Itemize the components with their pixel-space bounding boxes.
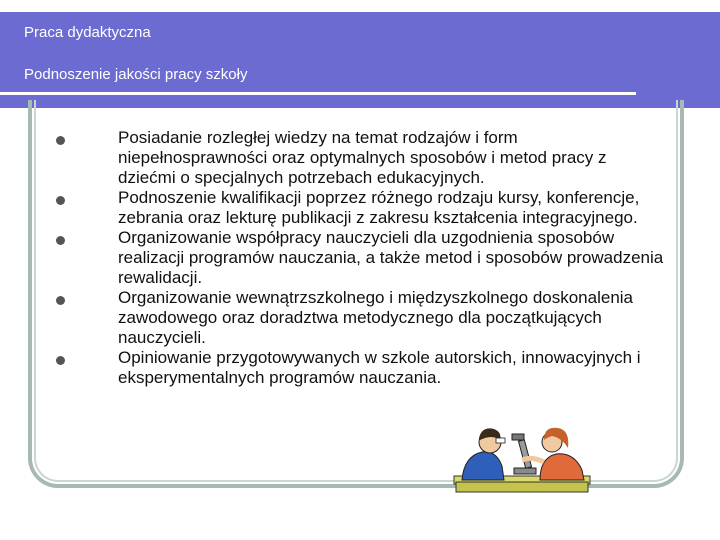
- list-item: [54, 288, 664, 348]
- list-item-text: Posiadanie rozległej wiedzy na temat rodzajów i form niepełnosprawności oraz optymalnych sposobów i metod pracy z dziećmi o specjalnych potrzebach edukacyjnych.: [118, 128, 607, 187]
- bullet-icon: [56, 196, 65, 205]
- bullet-list: [54, 128, 664, 388]
- list-item-text: Organizowanie wewnątrzszkolnego i międzyszkolnego doskonalenia zawodowego oraz doradztwa metodycznego dla początkujących nauczycieli.: [118, 288, 634, 347]
- slide-subtitle: Podnoszenie jakości pracy szkoły: [24, 66, 248, 83]
- slide-title: Praca dydaktyczna: [24, 24, 151, 41]
- list-item-text: Organizowanie współpracy nauczycieli dla uzgodnienia sposobów realizacji programów nauczania, a także metod i sposobów prowadzenia rewalidacji.: [118, 228, 664, 287]
- list-item: [54, 348, 664, 388]
- list-item: [54, 228, 664, 288]
- bullet-icon: [56, 136, 65, 145]
- list-item: [54, 128, 664, 188]
- list-item-text: Podnoszenie kwalifikacji poprzez różnego rodzaju kursy, konferencje, zebrania oraz lekturę publikacji z zakresu kształcenia integracyjnego.: [118, 188, 640, 227]
- header-notch: [692, 0, 720, 12]
- microscope-students-clipart: [452, 420, 592, 494]
- bullet-icon: [56, 356, 65, 365]
- bullet-icon: [56, 296, 65, 305]
- list-item-text: Opiniowanie przygotowywanych w szkole autorskich, innowacyjnych i eksperymentalnych programów nauczania.: [118, 348, 641, 387]
- bullet-icon: [56, 236, 65, 245]
- list-item: [54, 188, 664, 228]
- header-divider: [0, 92, 636, 95]
